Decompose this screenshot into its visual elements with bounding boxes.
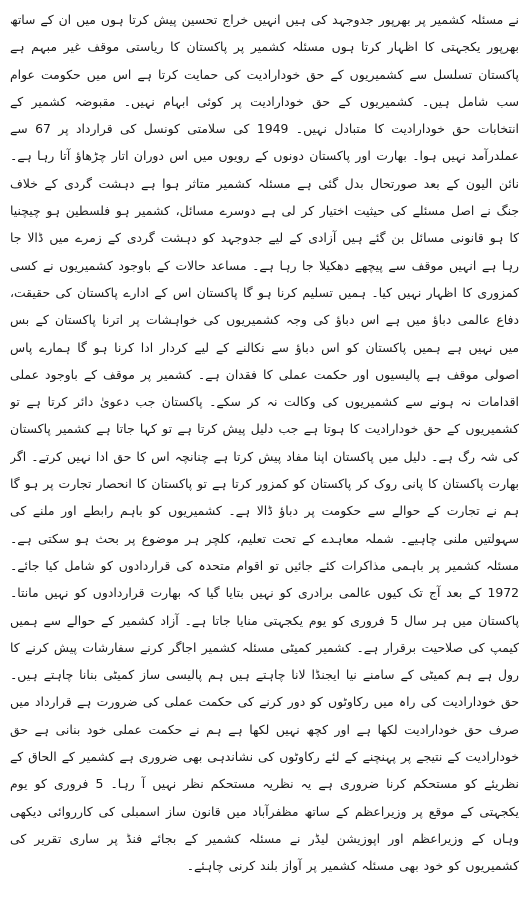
article-body-text: نے مسئلہ کشمیر پر بھرپور جدوجہد کی ہیں انہیں خراج تحسین پیش کرتا ہوں میں ان کے ساتھ بھرپور یکجہتی کا اظہار کرتا ہوں مسئلہ کشمیر پر پاکستان کا ریاستی موقف غیر مبہم ہے پاکستان تسلسل سے کشمیریوں کے حق خودارادیت کی حمایت کرتا ہے اس میں حکومت عوام سب شامل ہیں۔ کشمیریوں کے حق خودارادیت پر کوئی ابہام نہیں۔ مقبوضہ کشمیر کے انتخابات حق خودارادیت کا متبادل نہیں۔ 1949 کی سلامتی کونسل کی قرارداد پر 67 سے عملدرآمد نہیں ہوا۔ بھارت اور پاکستان دونوں کے رویوں میں اس دوران اتار چڑھاؤ آتا رہا ہے۔ نائن الیون کے بعد صورتحال بدل گئی ہے مسئلہ کشمیر متاثر ہوا ہے دہشت گردی کے خلاف جنگ نے اصل مسئلے کی حیثیت اختیار کر لی ہے دوسرے مسائل، کشمیر ہو فلسطین ہو چیچنیا کا ہو قانونی مسائل بن گئے ہیں آزادی کے لیے جدوجہد کو دہشت گردی کے زمرے میں ڈالا جا رہا ہے انہیں موقف سے پیچھے دھکیلا جا رہا ہے۔ مساعد حالات کے باوجود کشمیریوں نے کسی کمزوری کا اظہار نہیں کیا۔ ہمیں تسلیم کرنا ہو گا پاکستان اس کے ادارے پاکستان کی حقیقت، دفاع عالمی دباؤ میں ہے اس دباؤ کی وجہ کشمیریوں کی خواہشات پر اترنا پاکستان کے بس میں نہیں ہے ہمیں پاکستان کو اس دباؤ سے نکالنے کے لیے کردار ادا کرنا ہو گا ہمارے پاس اصولی موقف ہے پالیسیوں اور حکمت عملی کا فقدان ہے۔ کشمیر پر موقف کے باوجود عملی اقدامات نہ ہونے سے کشمیریوں کی وکالت نہ کر سکے۔ پاکستان جب دعویٰ دائر کرتا ہے تو کشمیریوں کے حق خودارادیت کا ہوتا ہے جب دلیل پیش کرتا ہے تو کہا جاتا ہے کشمیر پاکستان کی شہ رگ ہے۔ دلیل میں پاکستان اپنا مفاد پیش کرتا ہے چنانچہ اس کا حق ادا نہیں کرتے۔ اگر بھارت پاکستان کا پانی روک کر پاکستان کو کمزور کرتا ہے تو پاکستان کا انحصار تجارت پر ہو گا ہم نے تجارت کے حوالے سے حکومت پر دباؤ ڈالا ہے۔ کشمیریوں کو باہم رابطے اور ملنے کی سہولتیں ملنی چاہیے۔ شملہ معاہدے کے تحت تعلیم، کلچر ہر موضوع پر بحث ہو سکتی ہے۔ مسئلہ کشمیر پر باہمی مذاکرات کئے جائیں تو اقوام متحدہ کی قراردادوں کو شامل کیا جائے۔ 1972 کے بعد آج تک کیوں عالمی برادری کو نہیں بتایا گیا کہ بھارت قراردادوں کو نہیں مانتا۔ پاکستان میں ہر سال 5 فروری کو یوم یکجہتی منایا جاتا ہے۔ آزاد کشمیر کے حوالے سے ہمیں کیمپ کی صلاحیت برقرار ہے۔ کشمیر کمیٹی مسئلہ کشمیر اجاگر کرنے سفارشات پیش کرنے کا رول ہے ہم کمیٹی کے سامنے نیا ایجنڈا لانا چاہتے ہیں ہم پالیسی ساز کمیٹی بنانا چاہتے ہیں۔ حق خودارادیت کی راہ میں رکاوٹوں کو دور کرنے کی حکمت عملی کی ضرورت ہے قرارداد میں صرف حق خودارادیت لکھا ہے اور کچھ نہیں لکھا ہے ہم نے حکمت عملی خود بنانی ہے حق خودارادیت کے نتیجے پر پہنچنے کے لئے رکاوٹوں کی نشاندہی بھی ضروری ہے کشمیر کے الحاق کے نظریئے کو مستحکم کرنا ضروری ہے یہ نظریہ مستحکم نظر نہیں آ رہا۔ 5 فروری کو یوم یکجہتی کے موقع پر وزیراعظم کے ساتھ مظفرآباد میں قانون ساز اسمبلی کی کارروائی دیکھی وہاں کے وزیراعظم اور اپوزیشن لیڈر نے مسئلہ کشمیر کے بجائے فنڈ پر ساری تقریر کی کشمیریوں کو خود بھی مسئلہ کشمیر پر آواز بلند کرنی چاہئے۔	[10, 12, 519, 874]
newspaper-column	[10, 6, 519, 904]
